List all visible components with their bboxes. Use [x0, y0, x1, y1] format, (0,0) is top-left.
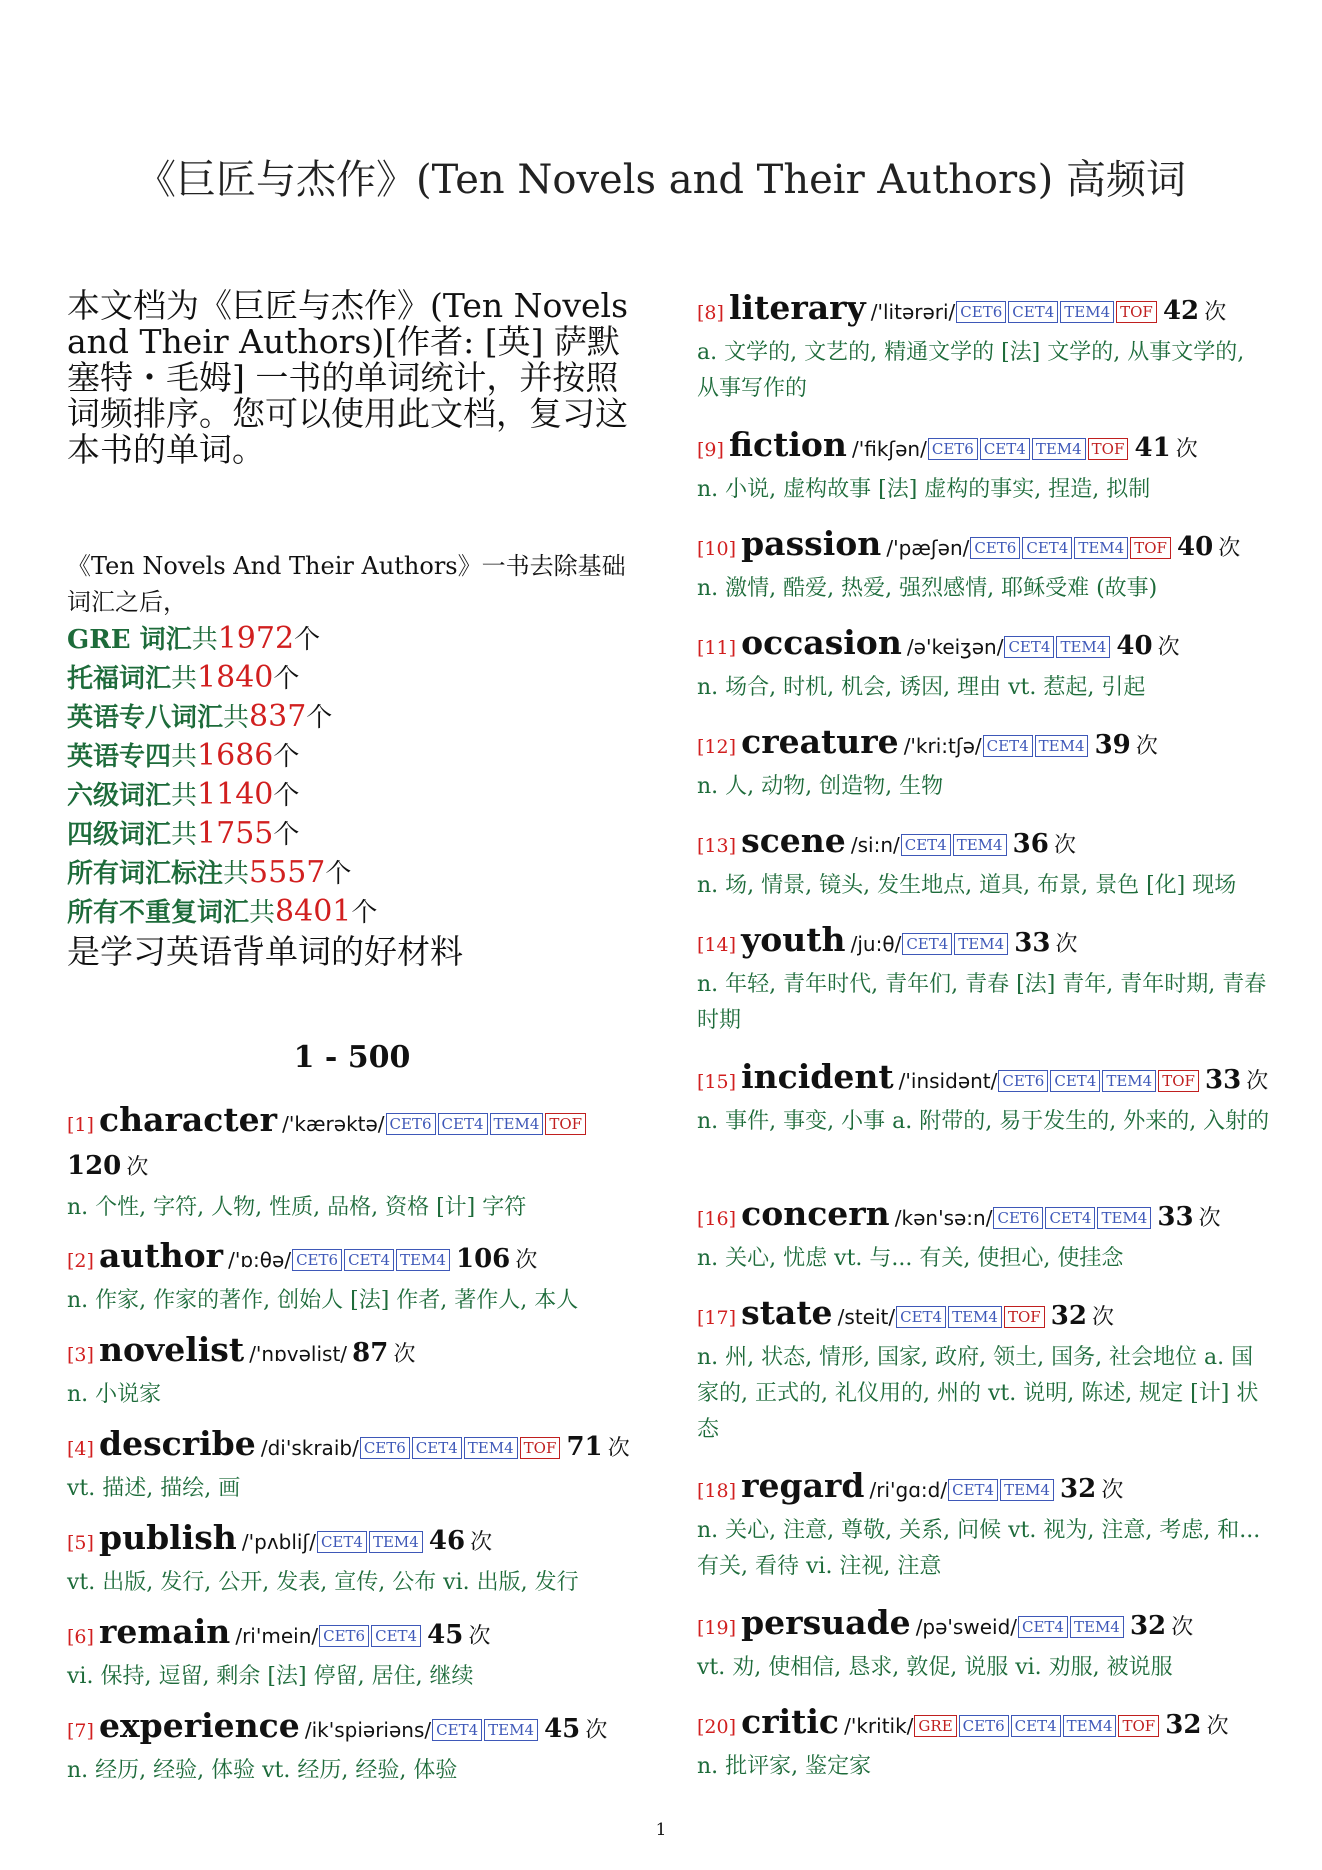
- count-unit: 次: [1053, 833, 1076, 858]
- stat-row: [67, 659, 647, 698]
- entry-count: 106: [456, 1244, 511, 1274]
- word-entry: [67, 1236, 642, 1319]
- stat-unit: 个: [273, 820, 300, 850]
- level-tag: TEM4: [1102, 1070, 1156, 1092]
- stat-row: [67, 698, 647, 737]
- level-tag: GRE: [914, 1715, 956, 1737]
- entry-definition: n. 关心, 忧虑 vt. 与... 有关, 使担心, 使挂念: [697, 1246, 1124, 1271]
- word-entry: [697, 1057, 1272, 1140]
- stat-count: 1840: [197, 660, 274, 695]
- level-tag: TEM4: [1032, 438, 1086, 460]
- entry-pronunciation: /steit/: [837, 1305, 896, 1329]
- page-title: 《巨匠与杰作》(Ten Novels and Their Authors) 高频词: [136, 157, 1186, 203]
- word-entry: [697, 1293, 1272, 1448]
- level-tag: TOF: [1004, 1306, 1045, 1328]
- stat-count: 837: [249, 699, 307, 734]
- entry-word: critic: [741, 1702, 839, 1741]
- stat-row: [67, 854, 647, 893]
- entry-definition: n. 激情, 酷爱, 热爱, 强烈感情, 耶稣受难 (故事): [697, 576, 1158, 601]
- entry-word: state: [741, 1293, 833, 1332]
- entry-count: 42: [1162, 296, 1200, 326]
- level-tag: TEM4: [1063, 1715, 1117, 1737]
- stat-gong: 共: [223, 859, 250, 889]
- stat-row: [67, 737, 647, 776]
- word-entry: [697, 821, 1272, 904]
- level-tag: CET4: [1045, 1207, 1095, 1229]
- entry-index: [8]: [697, 302, 724, 324]
- stat-label: 托福词汇: [67, 664, 172, 694]
- stat-label: GRE 词汇: [67, 625, 192, 655]
- word-entry: [697, 722, 1272, 805]
- vocab-stats: [67, 548, 647, 972]
- entry-head: [697, 1702, 1272, 1748]
- level-tag: CET4: [1018, 1616, 1068, 1638]
- entry-head: [697, 425, 1272, 471]
- entry-definition: n. 经历, 经验, 体验 vt. 经历, 经验, 体验: [67, 1758, 458, 1783]
- level-tag: CET4: [896, 1306, 946, 1328]
- entry-pronunciation: /'kritik/: [844, 1714, 914, 1738]
- entry-pronunciation: /'nɒvəlist/: [249, 1342, 348, 1366]
- entry-definition: n. 年轻, 青年时代, 青年们, 青春 [法] 青年, 青年时期, 青春时期: [697, 972, 1267, 1033]
- entry-head: [697, 1293, 1272, 1339]
- level-tag: TEM4: [369, 1531, 423, 1553]
- word-entry: [67, 1612, 642, 1695]
- level-tag: TOF: [1116, 301, 1157, 323]
- level-tag: CET4: [901, 834, 951, 856]
- entry-definition: n. 作家, 作家的著作, 创始人 [法] 作者, 著作人, 本人: [67, 1288, 579, 1313]
- entry-count: 32: [1060, 1474, 1097, 1504]
- level-tag: TEM4: [1000, 1479, 1054, 1501]
- count-unit: 次: [1157, 635, 1180, 660]
- stat-count: 1686: [197, 738, 274, 773]
- entry-word: publish: [99, 1518, 237, 1557]
- entry-head: [697, 1194, 1272, 1240]
- level-tag: TEM4: [464, 1437, 518, 1459]
- count-unit: 次: [1218, 536, 1241, 561]
- entry-word: passion: [741, 524, 882, 563]
- word-entry: [67, 1706, 642, 1789]
- entry-word: remain: [99, 1612, 231, 1651]
- level-tag: CET4: [1004, 636, 1054, 658]
- count-unit: 次: [607, 1436, 630, 1461]
- count-unit: 次: [1175, 437, 1198, 462]
- entry-definition: n. 批评家, 鉴定家: [697, 1754, 872, 1779]
- level-tag: TEM4: [1070, 1616, 1124, 1638]
- entry-word: character: [99, 1100, 277, 1139]
- entry-definition: n. 州, 状态, 情形, 国家, 政府, 领土, 国务, 社会地位 a. 国家的, 正式的, 礼仪用的, 州的 vt. 说明, 陈述, 规定 [计] 状态: [697, 1345, 1259, 1442]
- entry-index: [16]: [697, 1208, 737, 1230]
- entry-head: [697, 524, 1272, 570]
- stat-gong: 共: [171, 742, 198, 772]
- count-unit: 次: [1246, 1069, 1269, 1094]
- level-tag: CET6: [970, 537, 1020, 559]
- stat-label: 英语专八词汇: [67, 703, 224, 733]
- level-tag: TEM4: [396, 1249, 450, 1271]
- count-unit: 次: [1206, 1714, 1229, 1739]
- entry-word: regard: [741, 1466, 865, 1505]
- entry-index: [15]: [697, 1071, 737, 1093]
- stat-unit: 个: [273, 742, 300, 772]
- entry-pronunciation: /ju:θ/: [850, 932, 902, 956]
- entry-index: [7]: [67, 1720, 94, 1742]
- stat-row: [67, 815, 647, 854]
- level-tag: TEM4: [1097, 1207, 1151, 1229]
- entry-word: novelist: [99, 1330, 245, 1369]
- entry-word: occasion: [741, 623, 902, 662]
- stat-unit: 个: [294, 625, 321, 655]
- intro-paragraph: 本文档为《巨匠与杰作》(Ten Novels and Their Authors)[作者: [英] 萨默塞特・毛姆] 一书的单词统计，并按照词频排序。您可以使用此文档，复习这本书的单词。: [67, 286, 628, 469]
- count-unit: 次: [1204, 300, 1227, 325]
- entry-count: 32: [1050, 1301, 1087, 1331]
- entry-index: [13]: [697, 835, 737, 857]
- level-tag: TEM4: [1060, 301, 1114, 323]
- level-tag: CET4: [344, 1249, 394, 1271]
- entry-pronunciation: /si:n/: [850, 833, 900, 857]
- stats-lead: 《Ten Novels And Their Authors》一书去除基础词汇之后，: [67, 552, 626, 616]
- stat-unit: 个: [273, 664, 300, 694]
- entry-definition: n. 小说家: [67, 1382, 162, 1407]
- word-entry: [697, 288, 1272, 407]
- entry-pronunciation: /'pʌbliʃ/: [241, 1530, 316, 1554]
- entry-word: concern: [741, 1194, 890, 1233]
- entry-count: 120: [67, 1151, 122, 1181]
- level-tag: CET4: [980, 438, 1030, 460]
- count-unit: 次: [1135, 734, 1158, 759]
- level-tag: CET4: [432, 1719, 482, 1741]
- level-tag: CET6: [386, 1113, 436, 1135]
- stat-row: [67, 776, 647, 815]
- level-tag: CET4: [1050, 1070, 1100, 1092]
- stat-label: 四级词汇: [67, 820, 172, 850]
- stat-label: 所有不重复词汇: [67, 898, 250, 928]
- stat-row: [67, 893, 647, 932]
- entry-count: 33: [1014, 928, 1051, 958]
- level-tag: CET4: [983, 735, 1033, 757]
- entry-count: 71: [566, 1432, 603, 1462]
- count-unit: 次: [1171, 1615, 1194, 1640]
- level-tag: CET6: [928, 438, 978, 460]
- entry-head: [67, 1330, 642, 1376]
- entry-pronunciation: /di'skraib/: [260, 1436, 359, 1460]
- count-unit: 次: [470, 1530, 493, 1555]
- count-unit: 次: [1055, 932, 1078, 957]
- stat-label: 六级词汇: [67, 781, 172, 811]
- entry-head: [697, 722, 1272, 768]
- entry-count: 40: [1177, 532, 1214, 562]
- entry-pronunciation: /'ɒ:θə/: [228, 1248, 292, 1272]
- entry-definition: vi. 保持, 逗留, 剩余 [法] 停留, 居住, 继续: [67, 1664, 474, 1689]
- entry-count: 45: [427, 1620, 464, 1650]
- entry-index: [6]: [67, 1626, 94, 1648]
- entry-word: scene: [741, 821, 846, 860]
- level-tag: TOF: [1088, 438, 1129, 460]
- entry-index: [1]: [67, 1114, 94, 1136]
- entry-head: [697, 623, 1272, 669]
- entry-pronunciation: /ik'spiəriəns/: [304, 1718, 432, 1742]
- entry-definition: vt. 描述, 描绘, 画: [67, 1476, 241, 1501]
- entry-definition: vt. 出版, 发行, 公开, 发表, 宣传, 公布 vi. 出版, 发行: [67, 1570, 579, 1595]
- entry-pronunciation: /'fikʃən/: [851, 437, 927, 461]
- entry-pronunciation: /'kri:tʃə/: [903, 734, 982, 758]
- entry-head: [697, 821, 1272, 867]
- entry-head: [67, 1236, 642, 1282]
- entry-definition: n. 人, 动物, 创造物, 生物: [697, 774, 944, 799]
- entry-word: fiction: [729, 425, 847, 464]
- stat-gong: 共: [171, 820, 198, 850]
- word-entry: [697, 1702, 1272, 1785]
- entry-pronunciation: /ri'gɑ:d/: [869, 1478, 948, 1502]
- page-number: 1: [655, 1820, 667, 1840]
- stat-gong: 共: [171, 664, 198, 694]
- entry-count: 32: [1165, 1710, 1202, 1740]
- entry-word: creature: [741, 722, 899, 761]
- entry-count: 46: [428, 1526, 466, 1556]
- word-entry: [697, 1194, 1272, 1277]
- entry-definition: n. 场合, 时机, 机会, 诱因, 理由 vt. 惹起, 引起: [697, 675, 1146, 700]
- stat-count: 1972: [217, 621, 295, 656]
- level-tag: TEM4: [1056, 636, 1110, 658]
- word-entry: [67, 1100, 642, 1226]
- range-heading: 1 - 500: [293, 1040, 411, 1075]
- entry-word: persuade: [741, 1603, 911, 1642]
- count-unit: 次: [585, 1718, 608, 1743]
- entry-definition: n. 关心, 注意, 尊敬, 关系, 问候 vt. 视为, 注意, 考虑, 和... 有关, 看待 vi. 注视, 注意: [697, 1518, 1261, 1579]
- entry-index: [20]: [697, 1716, 737, 1738]
- word-entry: [67, 1424, 642, 1507]
- count-unit: 次: [126, 1155, 149, 1180]
- level-tag: CET4: [948, 1479, 998, 1501]
- stat-gong: 共: [223, 703, 250, 733]
- entry-count: 33: [1157, 1202, 1194, 1232]
- level-tag: TEM4: [1074, 537, 1128, 559]
- entry-index: [12]: [697, 736, 737, 758]
- stat-unit: 个: [273, 781, 300, 811]
- stat-unit: 个: [306, 703, 333, 733]
- level-tag: TEM4: [954, 933, 1008, 955]
- level-tag: CET6: [292, 1249, 342, 1271]
- level-tag: CET4: [317, 1531, 367, 1553]
- entry-pronunciation: /kən'sə:n/: [894, 1206, 993, 1230]
- entry-word: youth: [741, 920, 846, 959]
- level-tag: CET4: [438, 1113, 488, 1135]
- entry-definition: a. 文学的, 文艺的, 精通文学的 [法] 文学的, 从事文学的, 从事写作的: [697, 340, 1245, 401]
- entry-pronunciation: /ri'mein/: [235, 1624, 319, 1648]
- entry-pronunciation: /'insidənt/: [898, 1069, 998, 1093]
- level-tag: CET6: [319, 1625, 369, 1647]
- entry-count: 87: [352, 1338, 389, 1368]
- level-tag: CET4: [902, 933, 952, 955]
- entry-index: [3]: [67, 1344, 94, 1366]
- stat-label: 英语专四: [67, 742, 172, 772]
- word-entry: [697, 1603, 1272, 1686]
- count-unit: 次: [1092, 1305, 1115, 1330]
- level-tag: CET6: [998, 1070, 1048, 1092]
- entry-head: [697, 920, 1272, 966]
- entry-definition: n. 事件, 事变, 小事 a. 附带的, 易于发生的, 外来的, 入射的: [697, 1109, 1270, 1134]
- level-tag: TEM4: [490, 1113, 544, 1135]
- entry-count: 32: [1129, 1611, 1167, 1641]
- count-unit: 次: [393, 1342, 416, 1367]
- word-entry: [697, 623, 1272, 706]
- count-unit: 次: [515, 1248, 538, 1273]
- stat-count: 5557: [249, 855, 326, 890]
- entry-index: [18]: [697, 1480, 737, 1502]
- entry-count: 39: [1094, 730, 1131, 760]
- level-tag: CET4: [1022, 537, 1072, 559]
- entry-definition: vt. 劝, 使相信, 恳求, 敦促, 说服 vi. 劝服, 被说服: [697, 1655, 1173, 1680]
- stat-count: 1140: [197, 777, 274, 812]
- entry-index: [11]: [697, 637, 737, 659]
- entry-head: [697, 1466, 1272, 1512]
- entry-pronunciation: /'kærəktə/: [282, 1112, 385, 1136]
- entry-word: describe: [99, 1424, 256, 1463]
- entry-head: [67, 1612, 642, 1658]
- entry-index: [9]: [697, 439, 724, 461]
- level-tag: TOF: [520, 1437, 561, 1459]
- stat-gong: 共: [249, 898, 276, 928]
- entry-word: experience: [99, 1706, 300, 1745]
- stat-label: 所有词汇标注: [67, 859, 224, 889]
- level-tag: CET6: [956, 301, 1006, 323]
- word-entry: [67, 1518, 642, 1601]
- level-tag: CET4: [412, 1437, 462, 1459]
- stats-tail: 是学习英语背单词的好材料: [67, 932, 463, 971]
- entry-count: 36: [1012, 829, 1049, 859]
- level-tag: CET6: [360, 1437, 410, 1459]
- stat-row: [67, 620, 647, 659]
- entry-count: 33: [1205, 1065, 1242, 1095]
- stat-gong: 共: [191, 625, 218, 655]
- entry-head: [67, 1100, 642, 1189]
- entry-index: [4]: [67, 1438, 94, 1460]
- entry-head: [697, 1603, 1272, 1649]
- level-tag: TEM4: [948, 1306, 1002, 1328]
- entry-head: [67, 1706, 642, 1752]
- entry-index: [17]: [697, 1307, 737, 1329]
- count-unit: 次: [468, 1624, 491, 1649]
- entry-definition: n. 场, 情景, 镜头, 发生地点, 道具, 布景, 景色 [化] 现场: [697, 873, 1237, 898]
- count-unit: 次: [1198, 1206, 1221, 1231]
- level-tag: CET4: [371, 1625, 421, 1647]
- level-tag: CET4: [1008, 301, 1058, 323]
- entry-word: literary: [729, 288, 866, 327]
- stat-unit: 个: [325, 859, 352, 889]
- word-entry: [697, 920, 1272, 1039]
- level-tag: TOF: [545, 1113, 586, 1135]
- level-tag: CET4: [1011, 1715, 1061, 1737]
- level-tag: TOF: [1130, 537, 1171, 559]
- level-tag: CET6: [959, 1715, 1009, 1737]
- entry-definition: n. 个性, 字符, 人物, 性质, 品格, 资格 [计] 字符: [67, 1195, 527, 1220]
- entry-count: 45: [544, 1714, 581, 1744]
- entry-head: [697, 288, 1272, 334]
- stat-count: 1755: [197, 816, 274, 851]
- stat-gong: 共: [171, 781, 198, 811]
- entry-pronunciation: /pə'sweid/: [915, 1615, 1017, 1639]
- stat-unit: 个: [351, 898, 378, 928]
- entry-index: [14]: [697, 934, 737, 956]
- stats-list: [67, 620, 647, 932]
- word-entry: [697, 1466, 1272, 1585]
- entry-definition: n. 小说, 虚构故事 [法] 虚构的事实, 捏造, 拟制: [697, 477, 1151, 502]
- level-tag: TEM4: [1035, 735, 1089, 757]
- entry-count: 40: [1116, 631, 1153, 661]
- entry-pronunciation: /'pæʃən/: [886, 536, 970, 560]
- entry-index: [10]: [697, 538, 737, 560]
- word-entry: [697, 524, 1272, 607]
- entry-pronunciation: /ə'keiʒən/: [906, 635, 1004, 659]
- count-unit: 次: [1101, 1478, 1124, 1503]
- entry-index: [19]: [697, 1617, 737, 1639]
- level-tag: CET6: [993, 1207, 1043, 1229]
- entry-head: [67, 1424, 642, 1470]
- entry-head: [67, 1518, 642, 1564]
- entry-count: 41: [1134, 433, 1171, 463]
- entry-index: [2]: [67, 1250, 94, 1272]
- stat-count: 8401: [275, 894, 352, 929]
- level-tag: TOF: [1158, 1070, 1199, 1092]
- level-tag: TEM4: [484, 1719, 538, 1741]
- entry-head: [697, 1057, 1272, 1103]
- entry-word: author: [99, 1236, 224, 1275]
- level-tag: TEM4: [953, 834, 1007, 856]
- level-tag: TOF: [1118, 1715, 1159, 1737]
- entry-pronunciation: /'litərəri/: [870, 300, 956, 324]
- word-entry: [67, 1330, 642, 1413]
- entry-index: [5]: [67, 1532, 94, 1554]
- entry-word: incident: [741, 1057, 894, 1096]
- word-entry: [697, 425, 1272, 508]
